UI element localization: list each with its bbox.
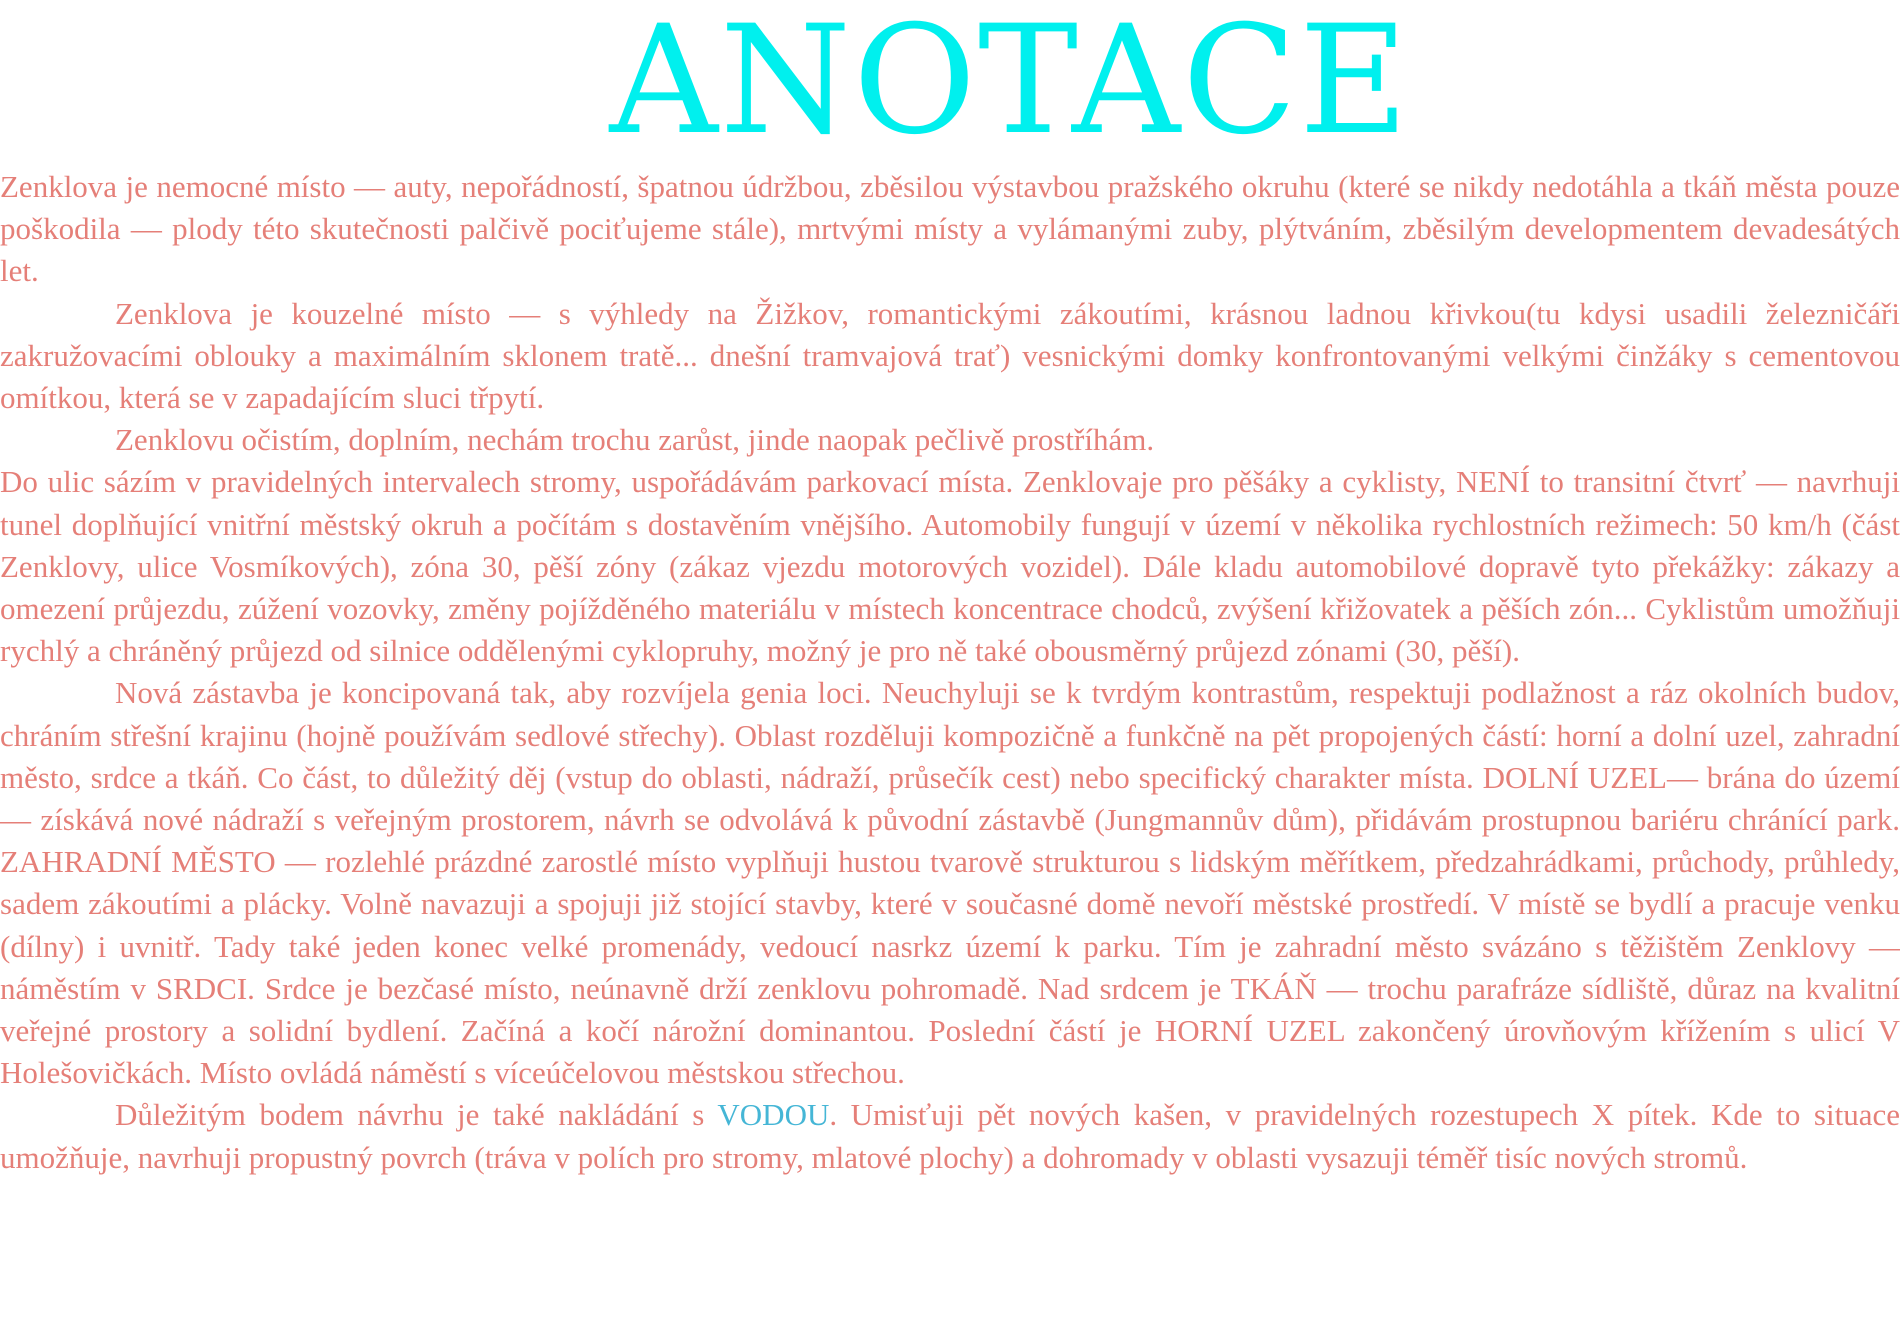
paragraph-4: Do ulic sázím v pravidelných intervalech stromy, uspořádávám parkovací místa. Zenklovaje pro pěšáky a cyklisty, NENÍ to transitní čtvrť — navrhuji tunel doplňující vnitřní městský okruh a počítám s dostavěním vnějšího. Automobily fungují v území v několika rychlostních režimech: 50 km/h (část Zenklovy, ulice Vosmíkových), zóna 30, pěší zóny (zákaz vjezdu motorových vozidel). Dále kladu automobilové dopravě tyto překážky: zákazy a omezení průjezdu, zúžení vozovky, změny pojížděného materiálu v místech koncentrace chodců, zvýšení křižovatek a pěších zón... Cyklistům umožňuji rychlý a chráněný průjezd od silnice oddělenými cyklopruhy, možný je pro ně také obousměrný průjezd zónami (30, pěší). (0, 464, 1900, 669)
paragraph-6 (0, 1094, 1900, 1178)
paragraph-6-end: . Umisťuji pět nových kašen, v pravidelných rozestupech X pítek. Kde to situace umožňuje, navrhuji propustný povrch (tráva v polích pro stromy, mlatové plochy) a dohromady v oblasti vysazuji téměř tisíc nových stromů. (0, 1097, 1900, 1175)
annotation-body (0, 166, 1900, 1179)
page-title: ANOTACE (609, 0, 1411, 168)
paragraph-3: Zenklovu očistím, doplním, nechám trochu zarůst, jinde naopak pečlivě prostříhám. (115, 422, 1155, 458)
water-highlight: VODOU (717, 1097, 830, 1133)
paragraph-1: Zenklova je nemocné místo — auty, nepořádností, špatnou údržbou, zběsilou výstavbou pražského okruhu (které se nikdy nedotáhla a tkáň města pouze poškodila — plody této skutečnosti palčivě pociťujeme stále), mrtvými místy a vylámanými zuby, plýtváním, zběsilým developmentem devadesátých let. (0, 169, 1900, 289)
paragraph-5: Nová zástavba je koncipovaná tak, aby rozvíjela genia loci. Neuchyluji se k tvrdým kontrastům, respektuji podlažnost a ráz okolních budov, chráním střešní krajinu (hojně používám sedlové střechy). Oblast rozděluji kompozičně a funkčně na pět propojených částí: horní a dolní uzel, zahradní město, srdce a tkáň. Co část, to důležitý děj (vstup do oblasti, nádraží, průsečík cest) nebo specifický charakter místa. DOLNÍ UZEL— brána do území — získává nové nádraží s veřejným prostorem, návrh se odvolává k původní zástavbě (Jungmannův dům), přidávám prostupnou bariéru chránící park. ZAHRADNÍ MĚSTO — rozlehlé prázdné zarostlé místo vyplňuji hustou tvarově strukturou s lidským měřítkem, předzahrádkami, průchody, průhledy, sadem zákoutími a plácky. Volně navazuji a spojuji již stojící stavby, které v současné domě nevoří městské prostředí. V místě se bydlí a pracuje venku (dílny) i uvnitř. Tady také jeden konec velké promenády, vedoucí nasrkz území k parku. Tím je zahradní město svázáno s těžištěm Zenklovy — náměstím v SRDCI. Srdce je bezčasé místo, neúnavně drží zenklovu pohromadě. Nad srdcem je TKÁŇ — trochu parafráze sídliště, důraz na kvalitní veřejné prostory a solidní bydlení. Začíná a kočí nárožní dominantou. Poslední částí je HORNÍ UZEL zakončený úrovňovým křížením s ulicí V Holešovičkách. Místo ovládá náměstí s víceúčelovou městskou střechou. (0, 675, 1900, 1091)
paragraph-6-start: Důležitým bodem návrhu je také nakládání s (115, 1097, 718, 1133)
paragraph-2: Zenklova je kouzelné místo — s výhledy na Žižkov, romantickými zákoutími, krásnou ladnou křivkou(tu kdysi usadili železničáři zakružovacími oblouky a maximálním sklonem tratě... dnešní tramvajová trať) vesnickými domky konfrontovanými velkými činžáky s cementovou omítkou, která se v zapadajícím sluci třpytí. (0, 295, 1900, 416)
